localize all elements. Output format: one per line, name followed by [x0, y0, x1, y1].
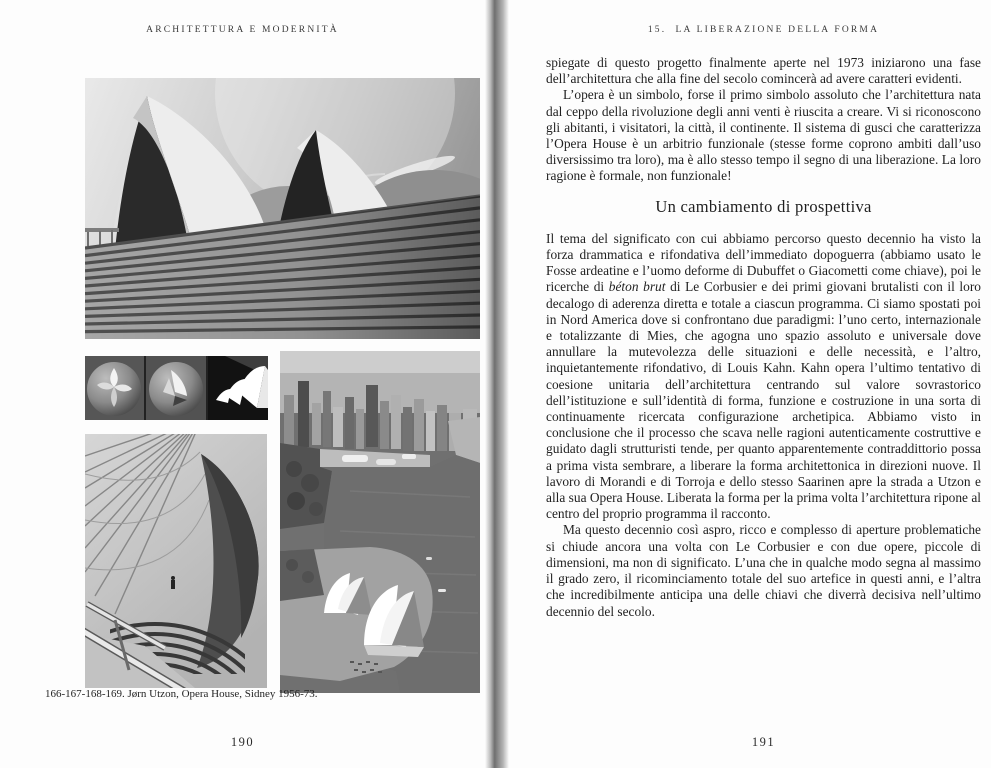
book-gutter [485, 0, 509, 768]
photo-sydney-aerial [280, 351, 480, 693]
photo-shell-models-strip [85, 356, 268, 420]
left-page-number: 190 [230, 735, 255, 749]
paragraph-3-italic: béton brut [608, 279, 666, 295]
chapter-title: LA LIBERAZIONE DELLA FORMA [675, 25, 880, 35]
person-silhouette [171, 576, 175, 589]
boat [438, 589, 446, 592]
photo-sydney-aerial-illustration [280, 351, 480, 693]
left-running-head: ARCHITETTURA E MODERNITÀ [146, 25, 339, 35]
photo-shell-models-illustration [85, 356, 268, 420]
paragraph-3 [546, 231, 981, 523]
right-page-number: 191 [751, 735, 776, 749]
paragraph-2: L’opera è un simbolo, forse il primo simbolo assoluto che l’architettura nata dal ceppo della rivoluzione degli anni venti è riuscita a creare. Vi si riconoscono gli abitanti, i visitatori, la città, il continente. Il sistema di gusci che caratterizza l’Opera House è un arbitrio funzionale (stesse forme coprono ambiti dall’uso diversissimo tra loro), ma è allo stesso tempo il segno di una liberazione. La loro ragione è formale, non funzionale! [546, 87, 981, 184]
chapter-number: 15. [647, 25, 667, 35]
boat [426, 557, 432, 560]
paragraph-1: spiegate di questo progetto finalmente aperte nel 1973 iniziarono una fase dell’architettura che alla fine del secolo comincerà ad avere caratteri evidenti. [546, 55, 981, 87]
body-text-column [546, 55, 981, 620]
right-running-head [546, 25, 981, 35]
paragraph-4: Ma questo decennio così aspro, ricco e complesso di aperture problematiche si chiude ancora una volta con Le Corbusier e con due opere, piccole di dimensioni, ma non di significato. L’una che in qualche modo segna al massimo il grado zero, il ricominciamento totale del suo artefice in questi anni, e l’altra che incredibilmente anticipa una delle chiavi che diverrà decisiva nell’ultimo decennio del secolo. [546, 522, 981, 619]
photo-shell-interior [85, 434, 267, 688]
section-heading: Un cambiamento di prospettiva [655, 196, 872, 216]
photo-opera-house-steps [85, 78, 480, 339]
photo-shell-interior-illustration [85, 434, 267, 688]
figure-caption: 166-167-168-169. Jørn Utzon, Opera House, Sidney 1956-73. [45, 688, 318, 700]
photo-opera-house-steps-illustration [85, 78, 480, 339]
paragraph-3-pre: Il tema del significato con cui abbiamo percorso questo decennio ha visto la forza drammatica e rifondativa dell’immediato dopoguerra (abbiamo usato le Fosse ardeatine e l’uomo deforme di Dubuffet o Giacometti come chiave), poi le ricerche di [546, 230, 981, 295]
paragraph-3-post: di Le Corbusier e dei primi giovani brutalisti con il loro decalogo di aderenza diretta e totale a ciascun programma. Ci siamo spostati poi in Nord America dove si confrontano due paradigmi: l’uno certo, internazionale e totalizzante di Mies, che agogna uno spazio assoluto e universale dove annullare la mutevolezza delle situazioni e delle necessità, e l’altro, inquietantemente rifondativo, di Louis Kahn. Kahn opera l’ultimo tentativo di coesione unitaria dell’architettura centrando sul valore sovrastorico dell’istituzione e sull’identità di forma, funzione e costruzione in una sorta di continuamente ricercata configurazione archetipica. Abbiamo visto in conclusione che il processo che scava nelle ragioni autenticamente costruttive e guidato dagli strutturisti tende, per quanto apparentemente contraddittorio possa a prima vista sembrare, a liberare la forma architettonica in direzioni nuove. Il lavoro di Morandi e di Torroja e dello stesso Saarinen apre la strada a Utzon e alla sua Opera House. Liberata la forma per la prima volta l’architettura ripone al centro del proprio programma il racconto. [546, 279, 982, 522]
